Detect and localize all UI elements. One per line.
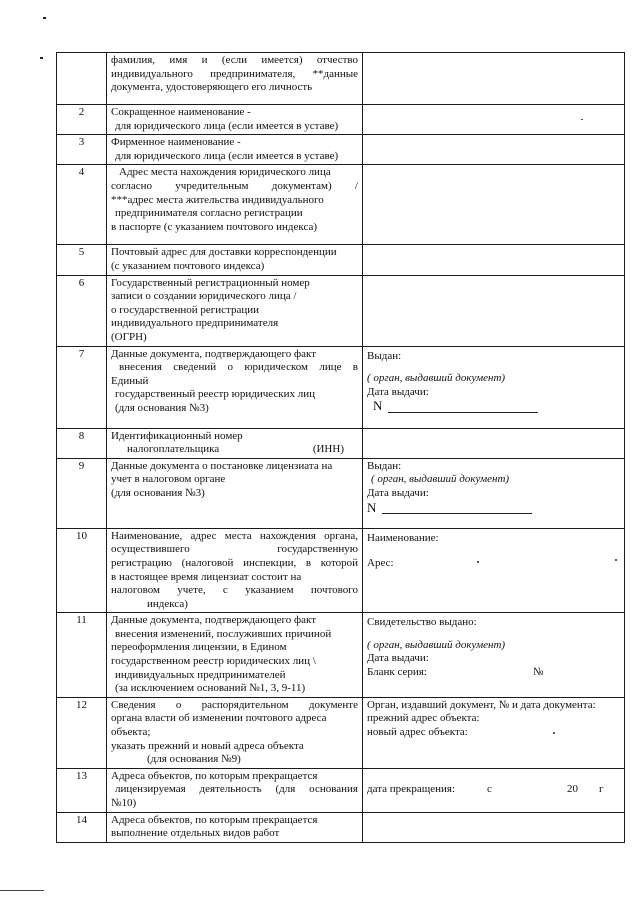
desc-line: Фирменное наименование - [111, 136, 241, 149]
issuing-body-label: Орган, издавший документ, № и дата документа: [367, 698, 596, 711]
desc-fragment: налогоплательщика [127, 443, 220, 456]
desc-line: объекта; [111, 726, 151, 739]
table-row [57, 768, 625, 812]
blank-series-label: Бланк серия: [367, 666, 427, 679]
desc-line: индивидуального предпринимателя [111, 317, 279, 330]
desc-line: государственный реестр юридических лиц [115, 388, 316, 401]
row-number: 10 [57, 528, 107, 613]
desc-line: Идентификационный номер [111, 429, 243, 442]
table-row [57, 53, 625, 105]
row-number: 4 [57, 165, 107, 245]
desc-line: (за исключением оснований №1, 3, 9-11) [115, 682, 306, 695]
postal-address-field[interactable] [363, 245, 625, 275]
row-number: 14 [57, 812, 107, 842]
document-number-line[interactable] [367, 501, 620, 515]
row-description [107, 135, 363, 165]
desc-line: предпринимателя согласно регистрации [115, 207, 303, 220]
table-row [57, 135, 625, 165]
desc-line: Сведения о распорядительном документе [111, 698, 358, 711]
issued-by-label: Выдан: [367, 459, 402, 472]
row-number: 8 [57, 428, 107, 458]
table-row [57, 428, 625, 458]
table-row [57, 105, 625, 135]
row-description [107, 346, 363, 428]
table-row [57, 275, 625, 346]
desc-line: индивидуальных предпринимателей [115, 668, 286, 681]
number-sign: N [367, 500, 377, 515]
desc-line: согласно учредительным документам) / [111, 179, 358, 192]
desc-line: учет в налоговом органе [111, 473, 226, 486]
desc-line: регистрацию (налоговой инспекции, в которой [111, 556, 358, 569]
desc-line: указать прежний и новый адреса объекта [111, 739, 304, 752]
inn-field[interactable] [363, 428, 625, 458]
desc-line: в настоящее время лицензиат состоит на [111, 570, 302, 583]
from-label: с [487, 783, 492, 796]
legal-address-field[interactable] [363, 165, 625, 245]
desc-line: Государственный регистрационный номер [111, 276, 310, 289]
ogrn-field[interactable] [363, 275, 625, 346]
desc-line: Единый [111, 374, 149, 387]
table-row [57, 165, 625, 245]
registering-authority-field[interactable] [363, 528, 625, 613]
issuing-authority-hint: ( орган, выдавший документ) [367, 638, 506, 651]
desc-line: для юридического лица (если имеется в уставе) [115, 119, 339, 132]
desc-line: индивидуального предпринимателя, **данные [111, 67, 358, 80]
issue-date-label: Дата выдачи: [367, 652, 429, 665]
short-name-field[interactable] [363, 105, 625, 135]
address-label: Арес: [367, 557, 394, 570]
row-description [107, 275, 363, 346]
desc-line: Адреса объектов, по которым прекращается [111, 813, 318, 826]
row-number: 11 [57, 613, 107, 698]
termination-date-field[interactable] [363, 768, 625, 812]
desc-line: о государственной регистрации [111, 303, 260, 316]
desc-line: Почтовый адрес для доставки корреспонденции [111, 246, 337, 259]
desc-line: внесения изменений, послуживших причиной [115, 627, 332, 640]
new-address-label: новый адрес объекта: [367, 726, 468, 739]
row-description [107, 812, 363, 842]
row-number: 7 [57, 346, 107, 428]
row-description [107, 53, 363, 105]
application-form-table [56, 52, 625, 843]
table-row [57, 528, 625, 613]
scan-speck [581, 119, 583, 120]
table-row [57, 346, 625, 428]
desc-line: (ОГРН) [111, 330, 147, 343]
desc-line: Наименование, адрес места нахождения органа, [111, 529, 358, 542]
issue-date-label: Дата выдачи: [367, 385, 429, 398]
year-prefix: 20 [567, 783, 578, 796]
certificate-issued-label: Свидетельство выдано: [367, 616, 477, 629]
number-sign: N [373, 399, 383, 413]
desc-line: записи о создании юридического лица / [111, 290, 297, 303]
scan-speck [40, 57, 43, 59]
desc-line: налоговом учете, с указанием почтового [111, 584, 358, 597]
desc-line: (для основания №3) [115, 401, 209, 414]
issue-date-label: Дата выдачи: [367, 486, 429, 499]
row-number: 3 [57, 135, 107, 165]
desc-line: Данные документа, подтверждающего факт [111, 614, 317, 627]
table-row [57, 245, 625, 275]
row-number: 6 [57, 275, 107, 346]
row-description [107, 165, 363, 245]
scan-speck [477, 561, 479, 563]
desc-line: №10) [111, 797, 137, 809]
name-label: Наименование: [367, 531, 439, 544]
table-row [57, 812, 625, 842]
desc-line: (для основания №9) [147, 753, 241, 766]
scan-speck [43, 17, 46, 19]
desc-line: для юридического лица (если имеется в уставе) [115, 149, 339, 162]
desc-line: Сокращенное наименование - [111, 106, 251, 118]
row-number: 12 [57, 697, 107, 768]
scan-speck [615, 559, 617, 561]
row-description [107, 768, 363, 812]
desc-line: фамилия, имя и (если имеется) отчество [111, 54, 358, 66]
old-address-label: прежний адрес объекта: [367, 712, 480, 725]
firm-name-field[interactable] [363, 135, 625, 165]
row-number: 5 [57, 245, 107, 275]
desc-line: переоформления лицензии, в Едином [111, 641, 287, 654]
table-row [57, 458, 625, 528]
issuing-authority-hint: ( орган, выдавший документ) [367, 372, 506, 385]
row-number: 13 [57, 768, 107, 812]
number-sign: № [533, 666, 544, 679]
desc-line: Данные документа, подтверждающего факт [111, 347, 317, 360]
row-description [107, 528, 363, 613]
document-number-line[interactable] [373, 399, 620, 413]
works-termination-field[interactable] [363, 812, 625, 842]
desc-line: осуществившего государственную [111, 543, 358, 556]
termination-date-label: дата прекращения: [367, 783, 456, 796]
desc-line: Адрес места нахождения юридического лица [119, 166, 331, 179]
row-number [57, 53, 107, 105]
row-number: 2 [57, 105, 107, 135]
table-row [57, 613, 625, 698]
value-field[interactable] [363, 53, 625, 105]
certificate-field[interactable] [363, 613, 625, 698]
desc-line [111, 443, 358, 457]
row-description [107, 613, 363, 698]
row-description [107, 428, 363, 458]
desc-line: Адреса объектов, по которым прекращается [111, 769, 318, 782]
egrul-document-field[interactable] [363, 346, 625, 428]
desc-line: выполнение отдельных видов работ [111, 827, 280, 840]
row-description [107, 458, 363, 528]
issued-by-label: Выдан: [367, 349, 402, 362]
footnote-rule [0, 890, 44, 891]
desc-line: (с указанием почтового индекса) [111, 259, 265, 272]
address-change-field[interactable] [363, 697, 625, 768]
year-suffix: г [599, 783, 604, 796]
row-number: 9 [57, 458, 107, 528]
tax-registration-field[interactable] [363, 458, 625, 528]
row-description [107, 105, 363, 135]
desc-line: (для основания №3) [111, 486, 205, 499]
desc-line: лицензируемая деятельность (для основания [115, 783, 358, 796]
desc-line: государственном реестр юридических лиц \ [111, 655, 316, 668]
row-description [107, 697, 363, 768]
table-row [57, 697, 625, 768]
desc-fragment: (ИНН) [312, 443, 344, 456]
desc-line: в паспорте (с указанием почтового индекса) [111, 220, 318, 233]
desc-line: органа власти об изменении почтового адреса [111, 712, 327, 725]
desc-line: ***адрес места жительства индивидуального [111, 193, 324, 206]
scan-speck [553, 732, 555, 734]
desc-line: документа, удостоверяющего его личность [111, 81, 313, 94]
desc-line: внесения сведений о юридическом лице в [119, 361, 358, 374]
issuing-authority-hint: ( орган, выдавший документ) [371, 473, 510, 486]
row-description [107, 245, 363, 275]
desc-line: индекса) [147, 597, 188, 610]
desc-line: Данные документа о постановке лицензиата на [111, 459, 333, 472]
